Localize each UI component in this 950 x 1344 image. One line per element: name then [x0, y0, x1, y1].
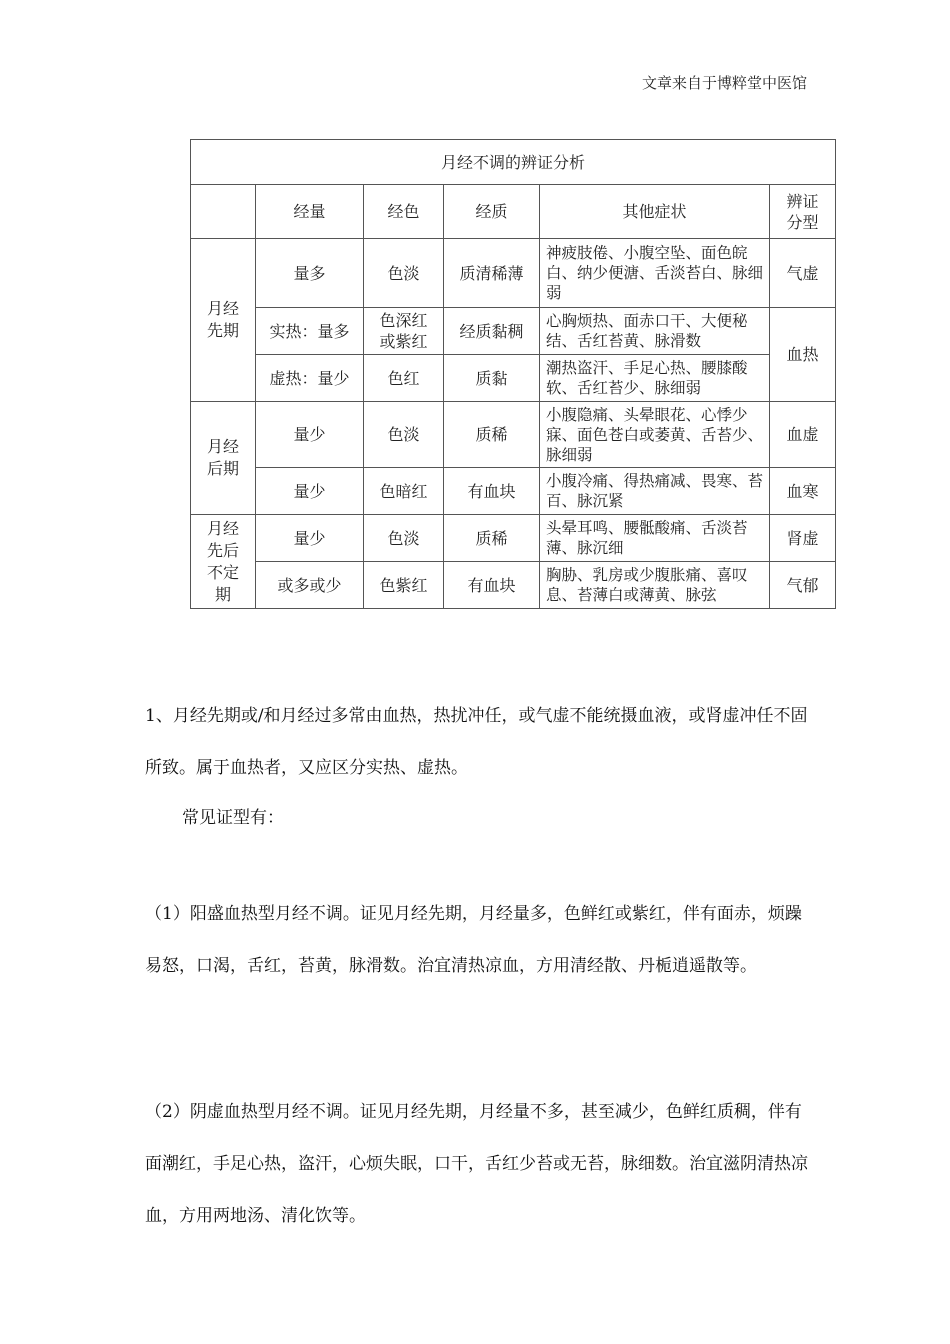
cell-symptoms: 潮热盗汗、手足心热、腰膝酸软、舌红苔少、脉细弱 — [540, 355, 770, 402]
cell-type: 气虚 — [770, 239, 836, 308]
table-header-row — [191, 185, 836, 239]
cell-amount: 量少 — [256, 515, 364, 562]
cell-symptoms: 神疲肢倦、小腹空坠、面色皖白、纳少便溏、舌淡苔白、脉细弱 — [540, 239, 770, 308]
group-label — [191, 239, 256, 402]
group-label — [191, 515, 256, 609]
cell-amount: 量多 — [256, 239, 364, 308]
table-title: 月经不调的辨证分析 — [191, 140, 836, 185]
cell-texture: 质稀 — [444, 515, 540, 562]
diagnosis-table — [190, 139, 836, 609]
cell-symptoms: 胸胁、乳房或少腹胀痛、喜叹息、苔薄白或薄黄、脉弦 — [540, 562, 770, 609]
cell-texture: 经质黏稠 — [444, 308, 540, 355]
cell-color: 色暗红 — [364, 468, 444, 515]
header-cell-texture: 经质 — [444, 185, 540, 239]
cell-texture: 有血块 — [444, 468, 540, 515]
header-cell-color: 经色 — [364, 185, 444, 239]
table-row — [191, 239, 836, 308]
paragraph-4: （2）阴虚血热型月经不调。证见月经先期，月经量不多，甚至减少，色鲜红质稠，伴有面潮红，手足心热，盗汗，心烦失眠，口干，舌红少苔或无苔，脉细数。治宜滋阴清热凉血，方用两地汤、清化饮等。 — [145, 1102, 808, 1226]
cell-color: 色淡 — [364, 515, 444, 562]
cell-color: 色紫红 — [364, 562, 444, 609]
table-title-row — [191, 140, 836, 185]
paragraph-2: 常见证型有： — [182, 808, 284, 828]
header-type-text: 辨证分型 — [786, 191, 819, 232]
cell-texture: 质稀 — [444, 402, 540, 468]
paragraph-3: （1）阳盛血热型月经不调。证见月经先期，月经量多，色鲜红或紫红，伴有面赤，烦躁易怒，口渴，舌红，苔黄，脉滑数。治宜清热凉血，方用清经散、丹栀逍遥散等。 — [145, 904, 802, 976]
cell-type: 血热 — [770, 308, 836, 402]
cell-symptoms: 小腹冷痛、得热痛减、畏寒、苔百、脉沉紧 — [540, 468, 770, 515]
cell-symptoms: 小腹隐痛、头晕眼花、心悸少寐、面色苍白或萎黄、舌苔少、脉细弱 — [540, 402, 770, 468]
table-row — [191, 468, 836, 515]
cell-color — [364, 308, 444, 355]
cell-symptoms: 头晕耳鸣、腰骶酸痛、舌淡苔薄、脉沉细 — [540, 515, 770, 562]
cell-texture: 有血块 — [444, 562, 540, 609]
cell-color: 色红 — [364, 355, 444, 402]
table-row — [191, 355, 836, 402]
header-cell-type — [770, 185, 836, 239]
paragraph-1: 1、月经先期或/和月经过多常由血热，热扰冲任，或气虚不能统摄血液，或肾虚冲任不固所致。属于血热者，又应区分实热、虚热。 — [145, 706, 808, 778]
table-row — [191, 402, 836, 468]
cell-color-text: 色深红或紫红 — [379, 311, 428, 351]
page-header: 文章来自于博粹堂中医馆 — [641, 74, 807, 92]
cell-amount: 实热：量多 — [256, 308, 364, 355]
cell-type: 血寒 — [770, 468, 836, 515]
table-row — [191, 562, 836, 609]
table-row — [191, 308, 836, 355]
cell-symptoms: 心胸烦热、面赤口干、大便秘结、舌红苔黄、脉滑数 — [540, 308, 770, 355]
cell-amount: 量少 — [256, 468, 364, 515]
cell-amount: 虚热：量少 — [256, 355, 364, 402]
header-cell-group — [191, 185, 256, 239]
cell-type: 血虚 — [770, 402, 836, 468]
header-cell-symptoms: 其他症状 — [540, 185, 770, 239]
cell-texture: 质清稀薄 — [444, 239, 540, 308]
cell-amount: 量少 — [256, 402, 364, 468]
cell-color: 色淡 — [364, 402, 444, 468]
group-label — [191, 402, 256, 515]
group-label-text: 月经先后不定期 — [206, 518, 239, 604]
table-row — [191, 515, 836, 562]
cell-color: 色淡 — [364, 239, 444, 308]
cell-amount: 或多或少 — [256, 562, 364, 609]
header-cell-amount: 经量 — [256, 185, 364, 239]
group-label-text: 月经后期 — [206, 437, 239, 478]
cell-type: 气郁 — [770, 562, 836, 609]
cell-texture: 质黏 — [444, 355, 540, 402]
cell-type: 肾虚 — [770, 515, 836, 562]
group-label-text: 月经先期 — [206, 299, 239, 340]
